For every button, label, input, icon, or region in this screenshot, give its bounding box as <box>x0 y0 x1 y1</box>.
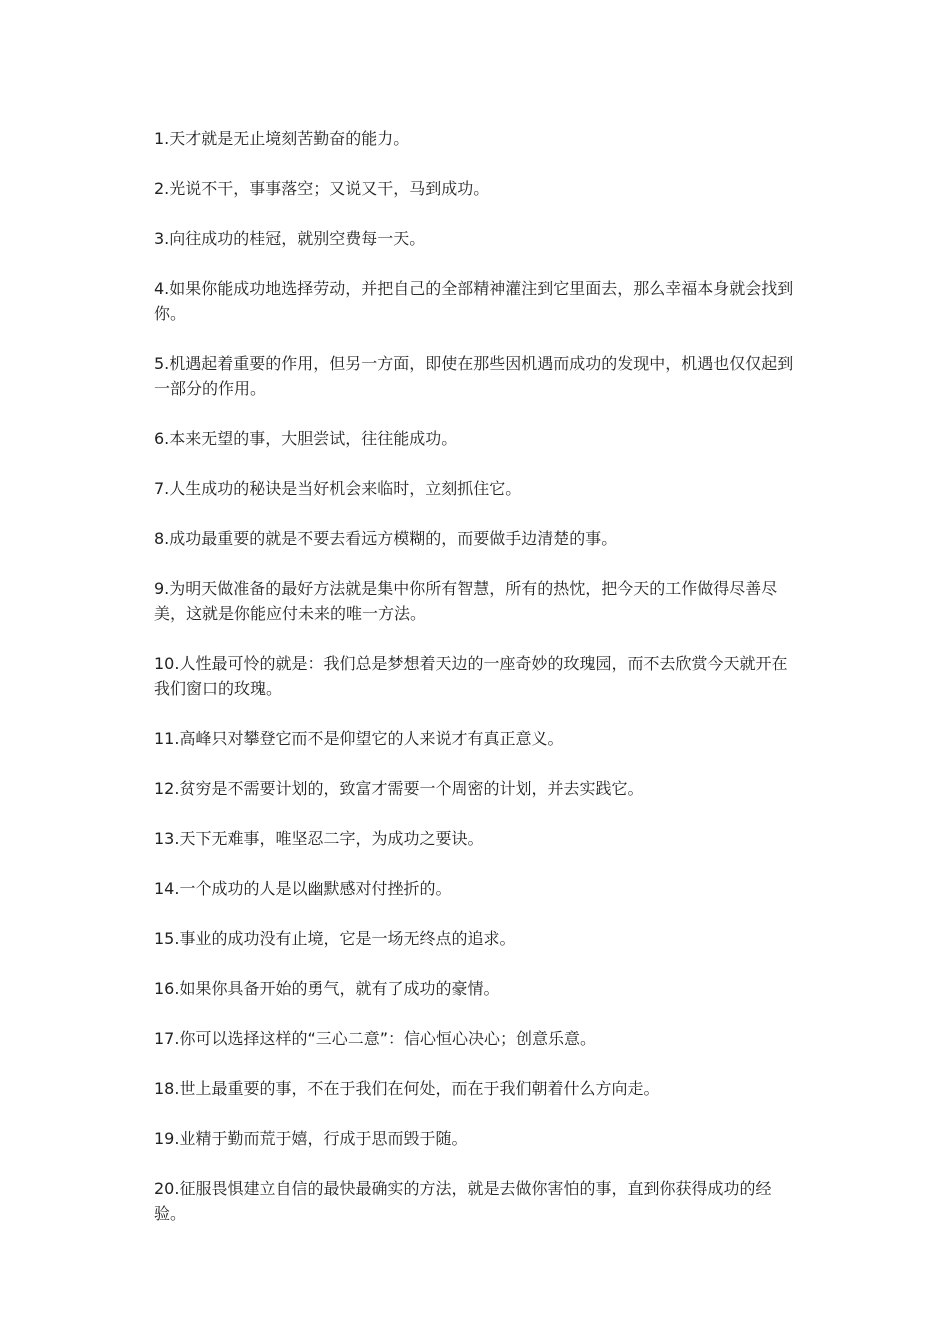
quote-item: 4.如果你能成功地选择劳动，并把自己的全部精神灌注到它里面去，那么幸福本身就会找到你。 <box>154 279 794 323</box>
quote-item: 18.世上最重要的事，不在于我们在何处，而在于我们朝着什么方向走。 <box>154 1079 660 1098</box>
quote-item: 1.天才就是无止境刻苦勤奋的能力。 <box>154 129 410 148</box>
quote-item: 8.成功最重要的就是不要去看远方模糊的，而要做手边清楚的事。 <box>154 529 618 548</box>
quote-item: 14.一个成功的人是以幽默感对付挫折的。 <box>154 879 452 898</box>
quote-item: 7.人生成功的秘诀是当好机会来临时，立刻抓住它。 <box>154 479 522 498</box>
quote-item: 17.你可以选择这样的“三心二意”：信心恒心决心；创意乐意。 <box>154 1029 597 1048</box>
quote-item: 11.高峰只对攀登它而不是仰望它的人来说才有真正意义。 <box>154 729 564 748</box>
quote-item: 5.机遇起着重要的作用，但另一方面，即使在那些因机遇而成功的发现中，机遇也仅仅起到一部分的作用。 <box>154 354 794 398</box>
quote-item: 15.事业的成功没有止境，它是一场无终点的追求。 <box>154 929 516 948</box>
quote-item: 6.本来无望的事，大胆尝试，往往能成功。 <box>154 429 458 448</box>
quote-list <box>154 126 794 1251</box>
quote-item: 9.为明天做准备的最好方法就是集中你所有智慧，所有的热忱，把今天的工作做得尽善尽美，这就是你能应付未来的唯一方法。 <box>154 579 778 623</box>
quote-item: 20.征服畏惧建立自信的最快最确实的方法，就是去做你害怕的事，直到你获得成功的经验。 <box>154 1179 772 1223</box>
quote-item: 3.向往成功的桂冠，就别空费每一天。 <box>154 229 426 248</box>
quote-item: 19.业精于勤而荒于嬉，行成于思而毁于随。 <box>154 1129 468 1148</box>
quote-item: 2.光说不干，事事落空；又说又干，马到成功。 <box>154 179 490 198</box>
quote-item: 16.如果你具备开始的勇气，就有了成功的豪情。 <box>154 979 500 998</box>
quote-item: 10.人性最可怜的就是：我们总是梦想着天边的一座奇妙的玫瑰园，而不去欣赏今天就开在我们窗口的玫瑰。 <box>154 654 788 698</box>
quote-item: 13.天下无难事，唯坚忍二字，为成功之要诀。 <box>154 829 484 848</box>
quote-item: 12.贫穷是不需要计划的，致富才需要一个周密的计划，并去实践它。 <box>154 779 644 798</box>
